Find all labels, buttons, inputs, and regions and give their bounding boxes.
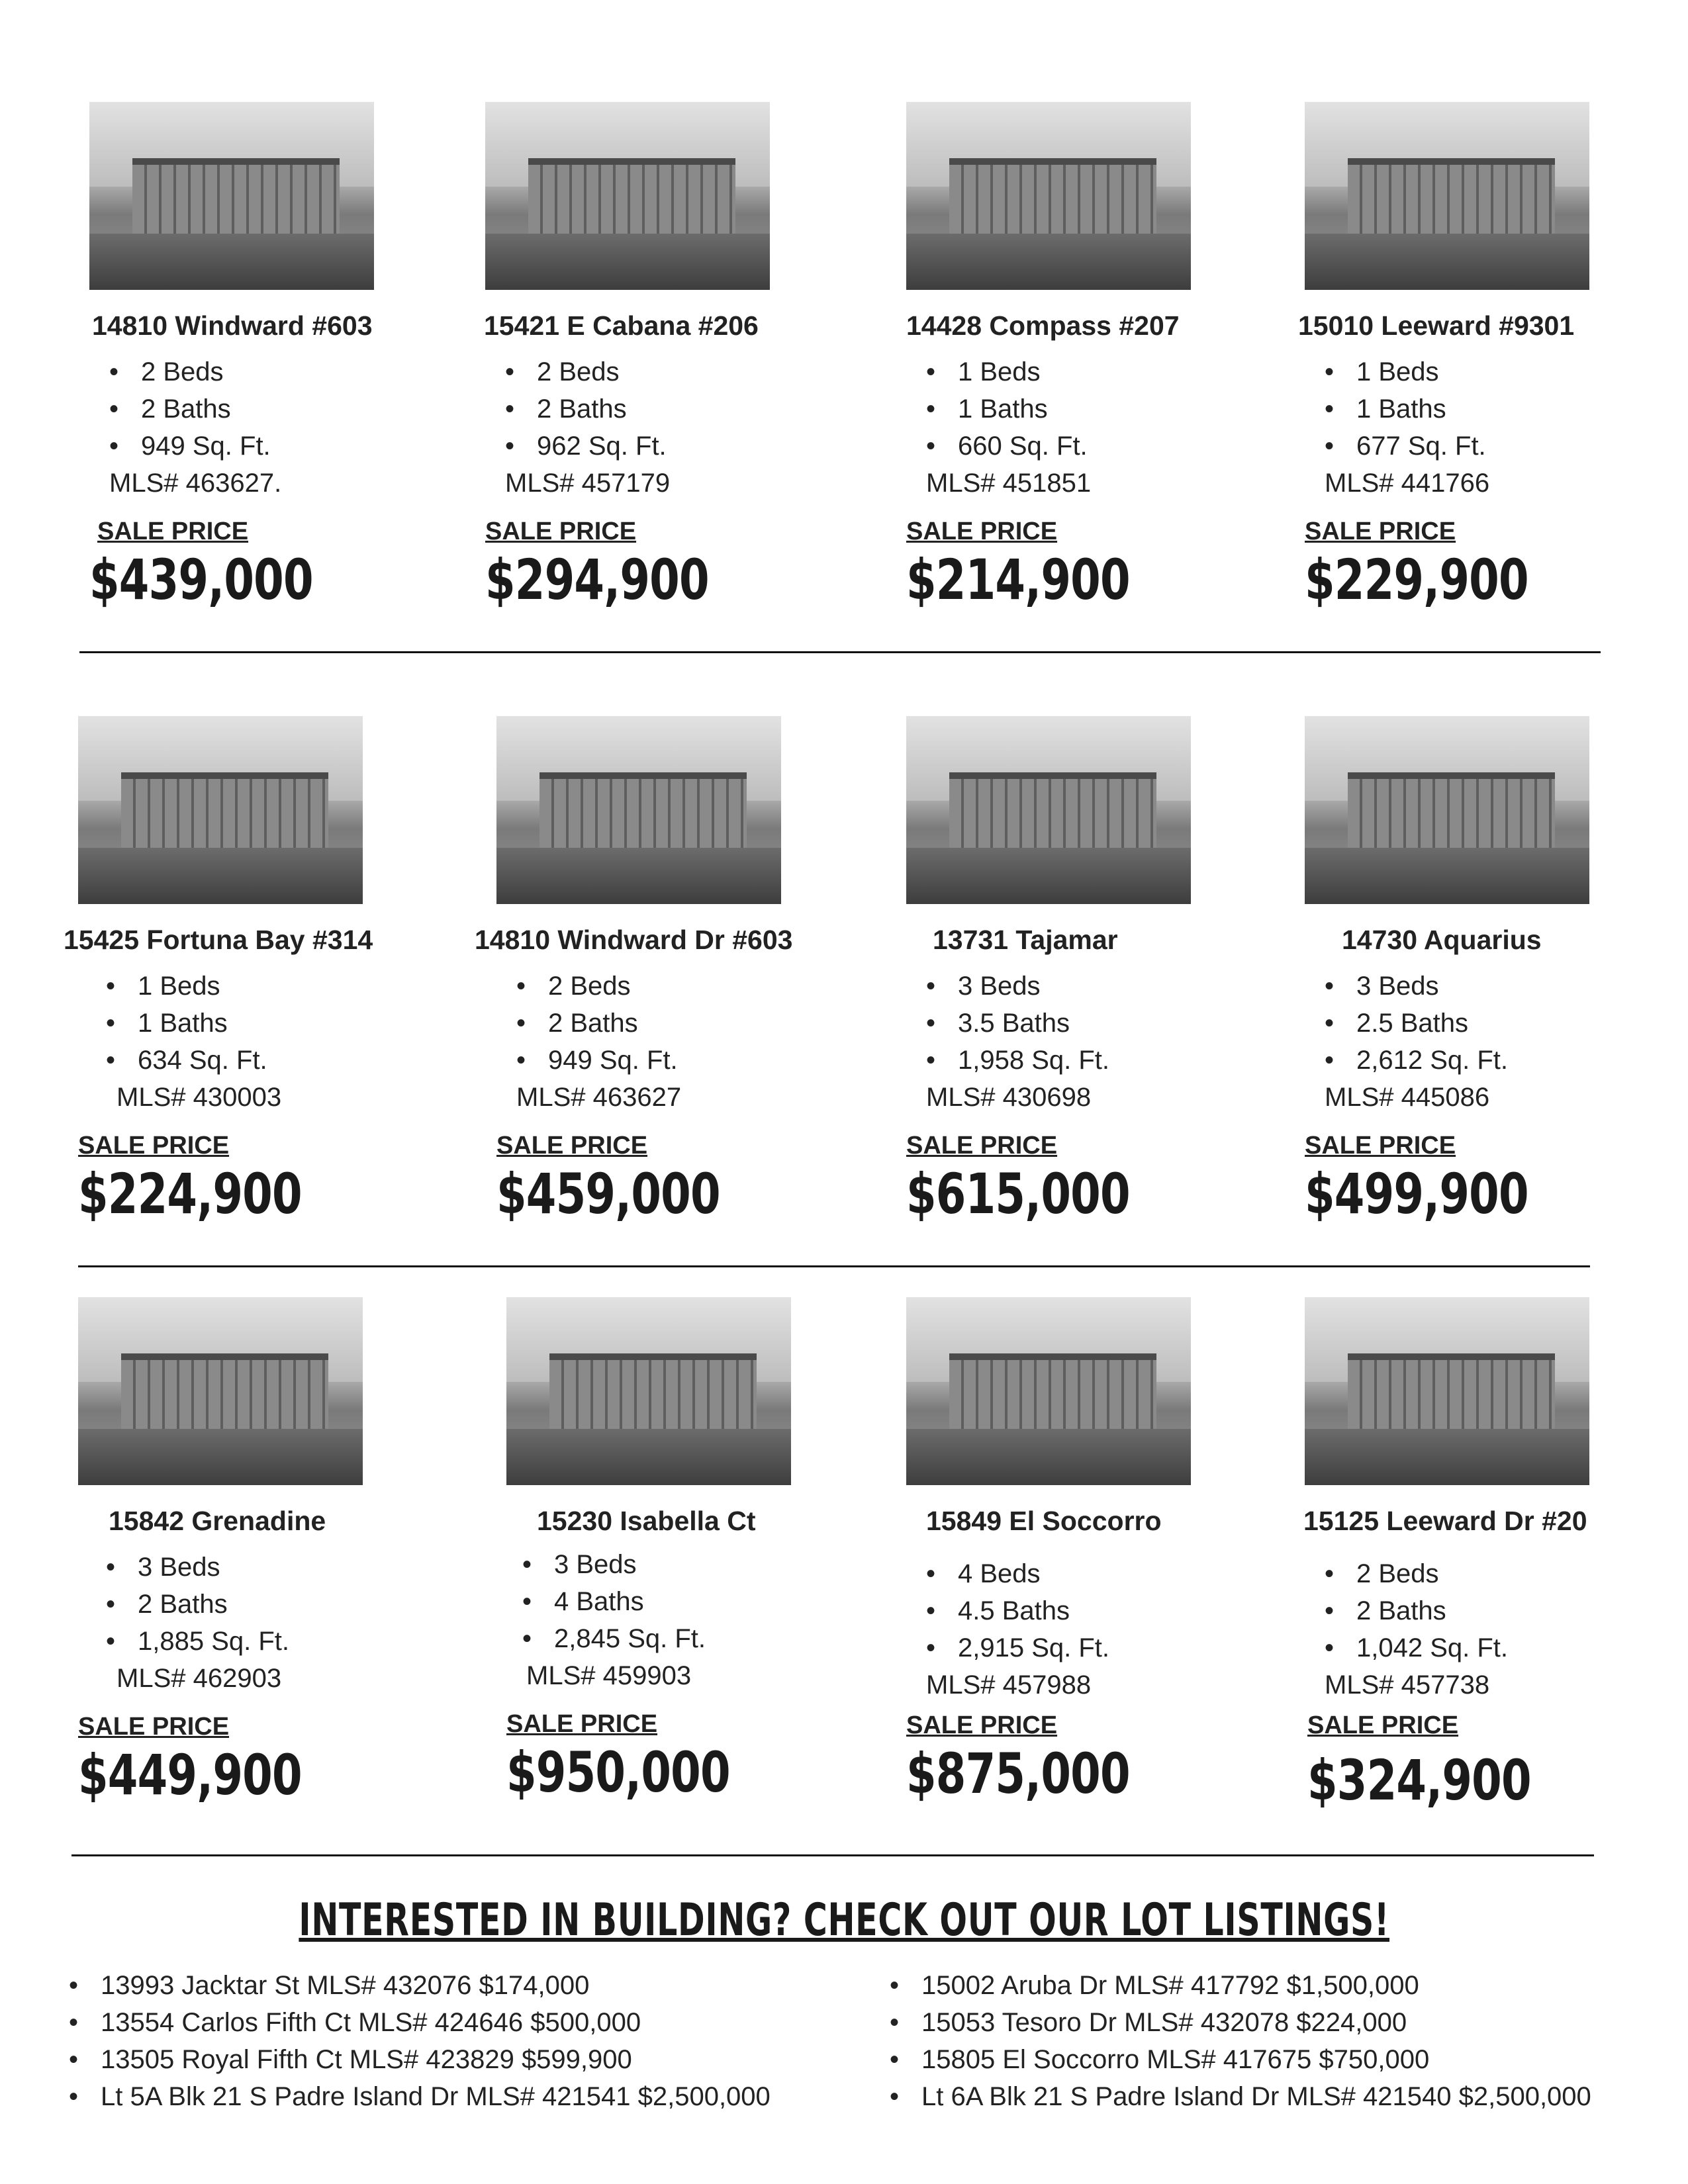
lot-item: • 13554 Carlos Fifth Ct MLS# 424646 $500,000	[69, 2004, 771, 2041]
baths: • 2 Baths	[106, 1586, 389, 1623]
mls-number: MLS# 457988	[926, 1670, 1092, 1700]
property-photo	[485, 102, 770, 290]
listing-address: 14730 Aquarius	[1342, 925, 1542, 955]
lot-item: • 13505 Royal Fifth Ct MLS# 423829 $599,900	[69, 2041, 771, 2078]
listing-address: 15230 Isabella Ct	[537, 1506, 756, 1536]
listing-card	[64, 716, 389, 1227]
listing-address: 15010 Leeward #9301	[1298, 310, 1575, 341]
listing-card	[906, 102, 1217, 613]
lots-heading-text: INTERESTED IN BUILDING? CHECK OUT OUR LOT LISTINGS!	[299, 1894, 1389, 1946]
mls-number: MLS# 462903	[117, 1664, 282, 1693]
listing-card	[1305, 716, 1616, 1227]
beds: • 1 Beds	[1325, 353, 1616, 390]
lot-item: • 15053 Tesoro Dr MLS# 432078 $224,000	[890, 2004, 1591, 2041]
sale-price-label: SALE PRICE	[1305, 518, 1456, 545]
listing-card	[78, 1297, 389, 1808]
square-feet: • 677 Sq. Ft.	[1325, 428, 1616, 465]
sale-price-label: SALE PRICE	[1305, 1132, 1456, 1160]
property-photo	[1305, 102, 1589, 290]
listing-address: 13731 Tajamar	[933, 925, 1118, 955]
sale-price: $229,900	[1305, 547, 1528, 612]
square-feet: • 1,042 Sq. Ft.	[1325, 1629, 1616, 1666]
listing-address: 14428 Compass #207	[906, 310, 1180, 341]
mls-number: MLS# 457179	[505, 469, 671, 498]
listing-address: 15849 El Soccorro	[926, 1506, 1162, 1536]
sale-price-label: SALE PRICE	[906, 1132, 1058, 1160]
listing-card	[1305, 1297, 1616, 1813]
sale-price: $214,900	[906, 547, 1130, 612]
sale-price: $294,900	[485, 547, 709, 612]
square-feet: • 1,958 Sq. Ft.	[926, 1042, 1217, 1079]
listing-specs	[78, 968, 389, 1079]
square-feet: • 1,885 Sq. Ft.	[106, 1623, 389, 1660]
listing-card	[89, 102, 400, 613]
beds: • 3 Beds	[1325, 968, 1616, 1005]
baths: • 2 Baths	[516, 1005, 808, 1042]
baths: • 2 Baths	[109, 390, 400, 428]
beds: • 3 Beds	[106, 1549, 389, 1586]
sale-price: $439,000	[89, 547, 313, 612]
baths: • 1 Baths	[106, 1005, 389, 1042]
sale-price: $875,000	[906, 1741, 1130, 1806]
lot-item: • Lt 6A Blk 21 S Padre Island Dr MLS# 421540 $2,500,000	[890, 2078, 1591, 2115]
property-photo	[906, 1297, 1191, 1485]
sale-price-label: SALE PRICE	[1307, 1711, 1459, 1739]
lot-item: • 15002 Aruba Dr MLS# 417792 $1,500,000	[890, 1967, 1591, 2004]
listing-specs	[506, 1546, 818, 1657]
sale-price-label: SALE PRICE	[506, 1710, 658, 1738]
beds: • 1 Beds	[106, 968, 389, 1005]
listing-card	[506, 1297, 818, 1805]
sale-price-label: SALE PRICE	[78, 1713, 230, 1741]
beds: • 3 Beds	[522, 1546, 818, 1583]
listing-address: 15125 Leeward Dr #20	[1303, 1506, 1587, 1536]
square-feet: • 2,845 Sq. Ft.	[522, 1620, 818, 1657]
square-feet: • 2,612 Sq. Ft.	[1325, 1042, 1616, 1079]
sale-price-label: SALE PRICE	[78, 1132, 230, 1160]
baths: • 4.5 Baths	[926, 1592, 1217, 1629]
sale-price: $449,900	[78, 1743, 302, 1807]
mls-number: MLS# 441766	[1325, 469, 1490, 498]
listing-card	[906, 1297, 1217, 1807]
property-photo	[78, 1297, 363, 1485]
square-feet: • 634 Sq. Ft.	[106, 1042, 389, 1079]
property-photo	[89, 102, 374, 290]
baths: • 1 Baths	[926, 390, 1217, 428]
property-photo	[1305, 716, 1589, 904]
sale-price-label: SALE PRICE	[496, 1132, 648, 1160]
divider	[78, 1265, 1590, 1267]
beds: • 4 Beds	[926, 1555, 1217, 1592]
beds: • 2 Beds	[505, 353, 796, 390]
baths: • 4 Baths	[522, 1583, 818, 1620]
listing-address: 15425 Fortuna Bay #314	[64, 925, 373, 955]
sale-price: $615,000	[906, 1161, 1130, 1226]
property-photo	[1305, 1297, 1589, 1485]
sale-price-label: SALE PRICE	[485, 518, 637, 545]
square-feet: • 660 Sq. Ft.	[926, 428, 1217, 465]
beds: • 2 Beds	[1325, 1555, 1616, 1592]
listing-specs	[1305, 353, 1616, 465]
lot-item: • 13993 Jacktar St MLS# 432076 $174,000	[69, 1967, 771, 2004]
mls-number: MLS# 459903	[526, 1661, 692, 1690]
baths: • 3.5 Baths	[926, 1005, 1217, 1042]
listing-card	[1298, 102, 1616, 613]
lot-list-left	[69, 1967, 771, 2115]
listing-specs	[89, 353, 400, 465]
mls-number: MLS# 457738	[1325, 1670, 1490, 1700]
mls-number: MLS# 430698	[926, 1083, 1092, 1112]
lot-item: • Lt 5A Blk 21 S Padre Island Dr MLS# 421541 $2,500,000	[69, 2078, 771, 2115]
listing-address: 15421 E Cabana #206	[484, 310, 759, 341]
beds: • 2 Beds	[516, 968, 808, 1005]
sale-price: $224,900	[78, 1161, 302, 1226]
listing-specs	[906, 968, 1217, 1079]
mls-number: MLS# 463627	[516, 1083, 682, 1112]
lot-list-right	[890, 1967, 1591, 2115]
listing-card	[475, 716, 808, 1227]
listing-specs	[906, 353, 1217, 465]
listing-card	[485, 102, 796, 613]
property-photo	[906, 102, 1191, 290]
mls-number: MLS# 451851	[926, 469, 1092, 498]
listing-specs	[485, 353, 796, 465]
divider	[79, 651, 1601, 653]
listing-address: 14810 Windward #603	[92, 310, 373, 341]
listing-specs	[78, 1549, 389, 1660]
square-feet: • 2,915 Sq. Ft.	[926, 1629, 1217, 1666]
property-photo	[506, 1297, 791, 1485]
property-photo	[496, 716, 781, 904]
listing-specs	[496, 968, 808, 1079]
listing-card	[906, 716, 1217, 1227]
listing-address: 15842 Grenadine	[109, 1506, 326, 1536]
beds: • 2 Beds	[109, 353, 400, 390]
beds: • 3 Beds	[926, 968, 1217, 1005]
listing-specs	[1305, 1555, 1616, 1666]
baths: • 2 Baths	[505, 390, 796, 428]
sale-price-label: SALE PRICE	[906, 518, 1058, 545]
sale-price-label: SALE PRICE	[906, 1711, 1058, 1739]
sale-price: $950,000	[506, 1740, 730, 1805]
baths: • 2 Baths	[1325, 1592, 1616, 1629]
divider	[71, 1854, 1594, 1856]
mls-number: MLS# 430003	[117, 1083, 282, 1112]
sale-price: $324,900	[1307, 1748, 1531, 1813]
property-photo	[906, 716, 1191, 904]
mls-number: MLS# 445086	[1325, 1083, 1490, 1112]
baths: • 2.5 Baths	[1325, 1005, 1616, 1042]
listing-specs	[906, 1555, 1217, 1666]
listing-address: 14810 Windward Dr #603	[475, 925, 793, 955]
lots-heading	[0, 1894, 1688, 1946]
property-photo	[78, 716, 363, 904]
square-feet: • 962 Sq. Ft.	[505, 428, 796, 465]
square-feet: • 949 Sq. Ft.	[109, 428, 400, 465]
beds: • 1 Beds	[926, 353, 1217, 390]
lot-item: • 15805 El Soccorro MLS# 417675 $750,000	[890, 2041, 1591, 2078]
mls-number: MLS# 463627.	[109, 469, 282, 498]
sale-price: $499,900	[1305, 1161, 1528, 1226]
sale-price-label: SALE PRICE	[97, 518, 249, 545]
square-feet: • 949 Sq. Ft.	[516, 1042, 808, 1079]
sale-price: $459,000	[496, 1161, 720, 1226]
listing-specs	[1305, 968, 1616, 1079]
baths: • 1 Baths	[1325, 390, 1616, 428]
